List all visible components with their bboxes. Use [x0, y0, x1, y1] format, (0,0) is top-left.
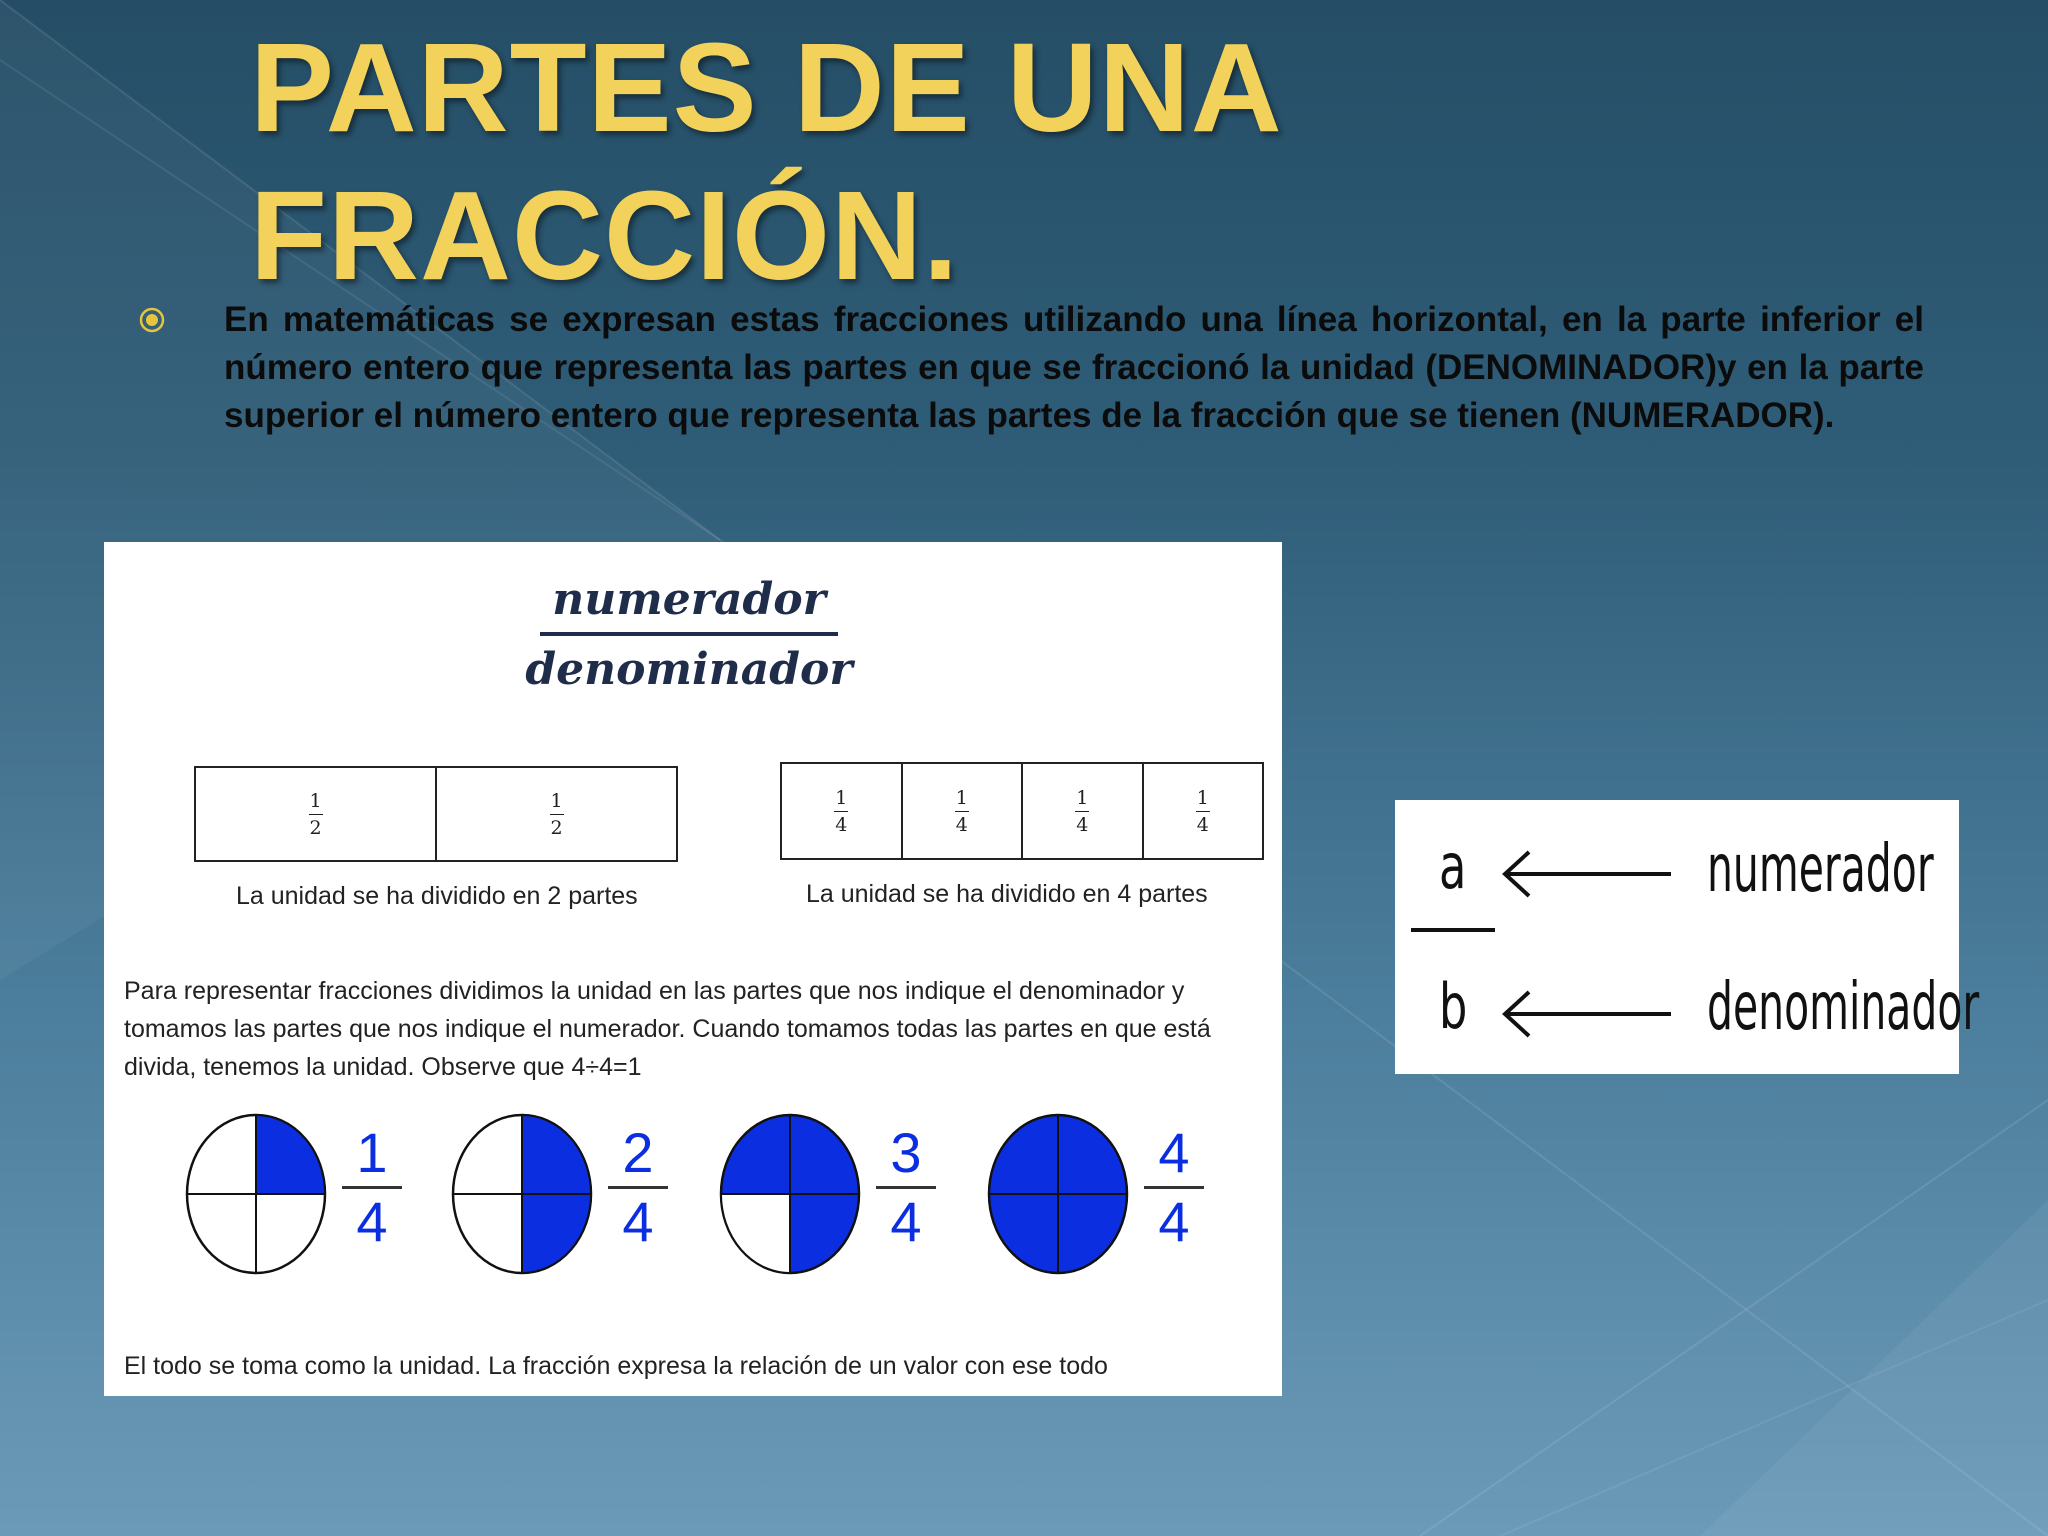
- quarter-fraction: 1 4: [835, 786, 848, 836]
- numerator-denominator-diagram: [1395, 800, 1980, 1074]
- denominador-label: denominador: [525, 644, 853, 695]
- pie-three-quarters: [718, 1112, 862, 1276]
- explanation-paragraph: Para representar fracciones dividimos la unidad en las partes que nos indique el denominador y tomamos las partes que nos indique el numerador. Cuando tomamos todas las partes en que está divida, tenemos la unidad. Observe que 4÷4=1: [124, 977, 1211, 1081]
- bullet-text: En matemáticas se expresan estas fracciones utilizando una línea horizontal, en la parte inferior el número entero que representa las partes en que se fraccionó la unidad (DENOMINADOR)y en la parte superior el número entero que representa las partes de la fracción que se tienen (NUMERADOR).: [224, 300, 1924, 435]
- arrow-left-icon: [1495, 844, 1675, 904]
- pie-four-quarters-fraction: 4 4: [1142, 1124, 1206, 1251]
- title-line-2: FRACCIÓN.: [250, 165, 959, 306]
- bullet-circle-icon: [138, 306, 166, 334]
- half-cell: [437, 768, 676, 860]
- denominador-word: denominador: [1707, 968, 1980, 1045]
- arrow-left-icon: [1495, 984, 1675, 1044]
- quarter-cell: [1144, 764, 1263, 858]
- fraction-line: [1411, 928, 1495, 932]
- fraction-bar: [540, 632, 838, 636]
- quarter-fraction: 1 4: [1196, 786, 1209, 836]
- halves-caption: La unidad se ha dividido en 2 partes: [236, 882, 638, 910]
- pie-three-quarters-fraction: 3 4: [874, 1124, 938, 1251]
- letter-b: b: [1439, 970, 1468, 1043]
- pie-one-quarter: [184, 1112, 328, 1276]
- half-cell: [196, 768, 437, 860]
- slide-title: [250, 14, 1283, 310]
- numerador-word: numerador: [1707, 830, 1934, 907]
- quarter-cell: [782, 764, 903, 858]
- numerador-denominador-fraction: [524, 572, 854, 698]
- pie-one-quarter-fraction: 1 4: [340, 1124, 404, 1251]
- quarter-cell: [1023, 764, 1144, 858]
- quarter-cell: [903, 764, 1024, 858]
- quarter-fraction: 1 4: [1076, 786, 1089, 836]
- pie-four-quarters: [986, 1112, 1130, 1276]
- footer-caption: El todo se toma como la unidad. La fracción expresa la relación de un valor con ese todo: [124, 1352, 1108, 1380]
- letter-a: a: [1439, 830, 1467, 903]
- numerador-label: numerador: [552, 574, 826, 625]
- half-fraction: 1 2: [550, 789, 563, 839]
- halves-box: [194, 766, 678, 862]
- half-fraction: 1 2: [309, 789, 322, 839]
- fraction-illustration-panel: [104, 542, 1282, 1396]
- quarters-box: [780, 762, 1264, 860]
- quarters-caption: La unidad se ha dividido en 4 partes: [806, 880, 1208, 908]
- pie-two-quarters-fraction: 2 4: [606, 1124, 670, 1251]
- title-line-1: PARTES DE UNA: [250, 17, 1283, 158]
- pie-two-quarters: [450, 1112, 594, 1276]
- quarter-fraction: 1 4: [955, 786, 968, 836]
